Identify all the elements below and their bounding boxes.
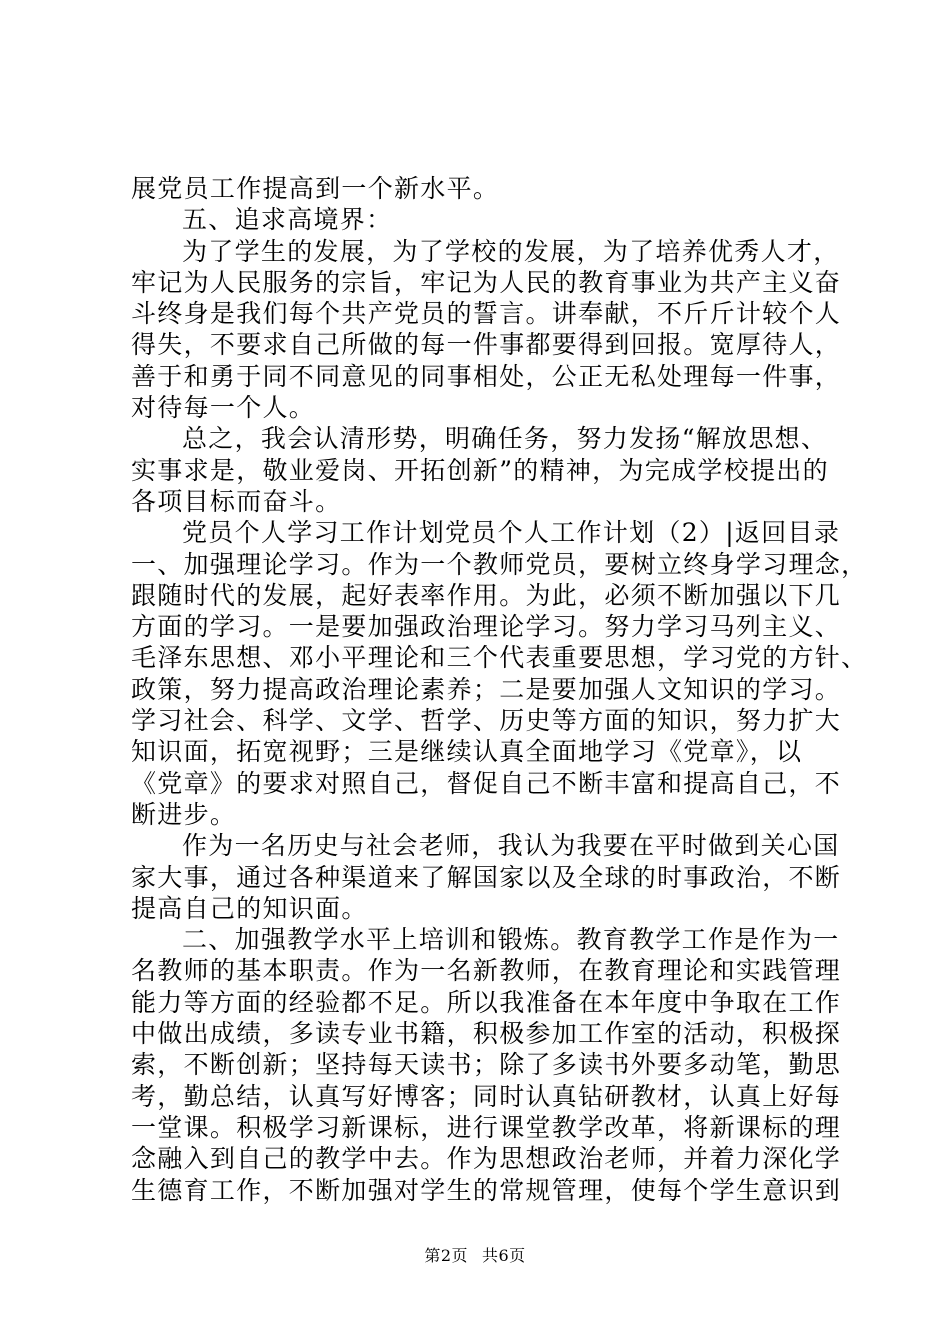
text-line: 牢记为人民服务的宗旨，牢记为人民的教育事业为共产主义奋 [131,267,842,297]
text-line: 斗终身是我们每个共产党员的誓言。讲奉献，不斤斤计较个人 [131,299,842,329]
text-line: 政策，努力提高政治理论素养；二是要加强人文知识的学习。 [131,674,842,704]
text-line: 总之，我会认清形势，明确任务，努力发扬“解放思想、 [182,424,828,454]
document-body [131,173,868,1206]
page-footer [0,1246,950,1266]
text-line: 得失，不要求自己所做的每一件事都要得到回报。宽厚待人， [131,330,842,360]
text-line: 提高自己的知识面。 [131,893,368,923]
text-line: 二、加强教学水平上培训和锻炼。教育教学工作是作为一 [182,925,840,955]
text-line: 方面的学习。一是要加强政治理论学习。努力学习马列主义、 [131,612,842,642]
text-line: 党员个人学习工作计划党员个人工作计划（2）|返回目录 [182,518,841,548]
text-line: 对待每一个人。 [131,393,316,423]
text-line: 为了学生的发展，为了学校的发展，为了培养优秀人才， [182,236,840,266]
text-line: 考，勤总结，认真写好博客；同时认真钻研教材，认真上好每 [131,1081,842,1111]
text-line: 一堂课。积极学习新课标，进行课堂教学改革，将新课标的理 [131,1112,842,1142]
text-line: 各项目标而奋斗。 [131,486,342,516]
text-line: 展党员工作提高到一个新水平。 [131,174,500,203]
text-line: 知识面，拓宽视野；三是继续认真全面地学习《党章》，以 [131,737,803,767]
text-line: 索，不断创新；坚持每天读书；除了多读书外要多动笔，勤思 [131,1050,842,1080]
text-line: 能力等方面的经验都不足。所以我准备在本年度中争取在工作 [131,987,842,1017]
text-line: 断进步。 [131,799,237,829]
page-total: 共6页 [482,1246,526,1265]
text-line: 学习社会、科学、文学、哲学、历史等方面的知识，努力扩大 [131,706,842,736]
text-line: 名教师的基本职责。作为一名新教师，在教育理论和实践管理 [131,956,842,986]
text-line: 《党章》的要求对照自己，督促自己不断丰富和提高自己，不 [131,768,842,798]
text-line: 善于和勇于同不同意见的同事相处，公正无私处理每一件事， [131,361,842,391]
text-line: 念融入到自己的教学中去。作为思想政治老师，并着力深化学 [131,1144,842,1174]
text-line: 毛泽东思想、邓小平理论和三个代表重要思想，学习党的方针、 [131,643,868,673]
text-line: 五、追求高境界： [182,205,393,235]
text-line: 中做出成绩，多读专业书籍，积极参加工作室的活动，积极探 [131,1019,842,1049]
page-number: 第2页 [424,1246,468,1265]
text-line: 实事求是，敬业爱岗、开拓创新”的精神，为完成学校提出的 [131,455,829,485]
text-line: 一、加强理论学习。作为一个教师党员，要树立终身学习理念， [131,549,868,579]
text-line: 生德育工作，不断加强对学生的常规管理，使每个学生意识到 [131,1175,842,1205]
text-line: 作为一名历史与社会老师，我认为我要在平时做到关心国 [182,831,840,861]
text-line: 跟随时代的发展，起好表率作用。为此，必须不断加强以下几 [131,580,842,610]
text-line: 家大事，通过各种渠道来了解国家以及全球的时事政治，不断 [131,862,842,892]
